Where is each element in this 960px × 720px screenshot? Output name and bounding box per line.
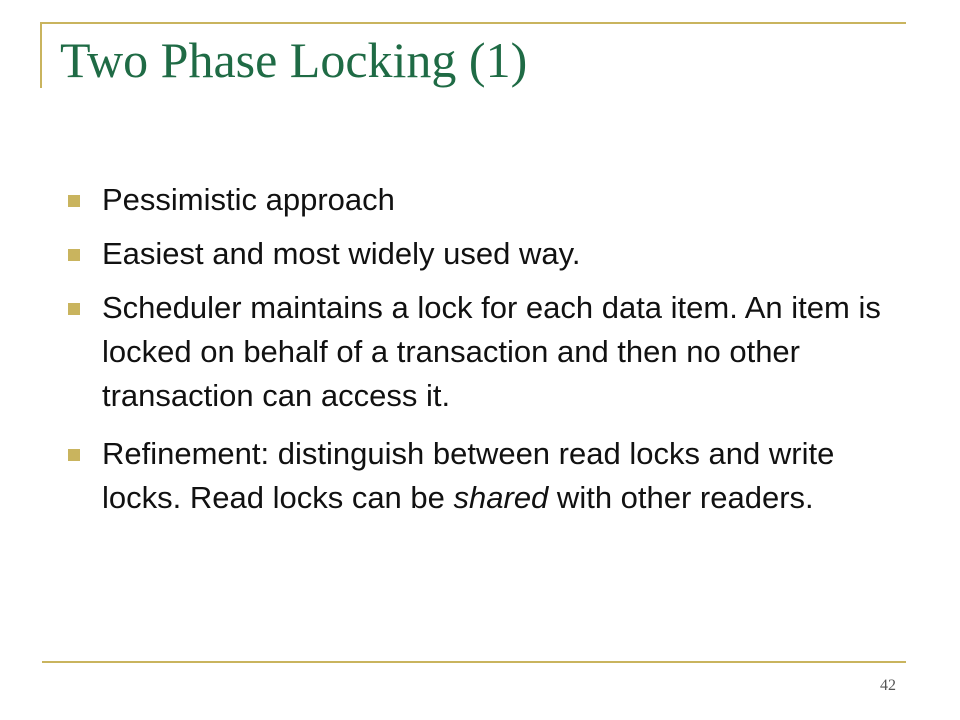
square-bullet-icon xyxy=(68,249,80,261)
bullet-text: Easiest and most widely used way. xyxy=(102,236,581,271)
emphasized-word: shared xyxy=(453,480,549,515)
bottom-divider-line xyxy=(42,661,906,663)
bullet-item xyxy=(66,286,896,418)
slide-title: Two Phase Locking (1) xyxy=(60,32,528,88)
bullet-text: Scheduler maintains a lock for each data item. An item is locked on behalf of a transaction and then no other transaction can access it. xyxy=(102,290,881,413)
bullet-item xyxy=(66,178,896,222)
page-number: 42 xyxy=(880,677,896,694)
square-bullet-icon xyxy=(68,449,80,461)
bullet-text: Pessimistic approach xyxy=(102,182,395,217)
bullet-list xyxy=(66,178,896,530)
square-bullet-icon xyxy=(68,195,80,207)
square-bullet-icon xyxy=(68,303,80,315)
bullet-text: Refinement: distinguish between read locks and write locks. Read locks can be xyxy=(102,436,835,515)
top-divider-line xyxy=(40,22,906,24)
bullet-item xyxy=(66,232,896,276)
left-divider-line xyxy=(40,22,42,88)
bullet-item xyxy=(66,432,896,520)
bullet-text-continued: with other readers. xyxy=(548,480,814,515)
